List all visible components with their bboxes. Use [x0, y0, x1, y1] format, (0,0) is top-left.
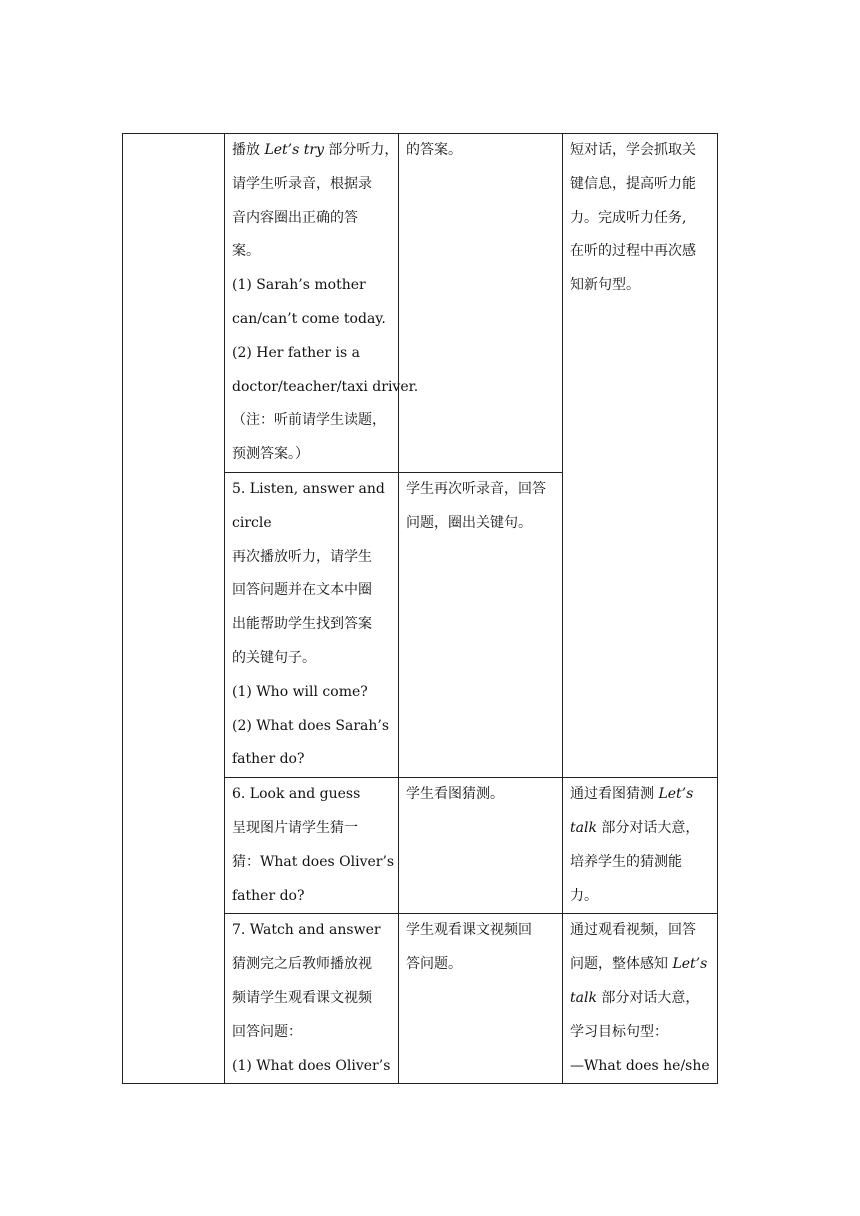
text-line — [570, 948, 710, 982]
text-segment: circle — [232, 514, 272, 531]
purpose-cell — [563, 134, 718, 778]
text-line — [232, 812, 391, 846]
text-segment: 通过观看视频，回答 — [570, 922, 696, 939]
text-line — [570, 202, 710, 236]
text-segment: 音内容圈出正确的答 — [232, 209, 358, 226]
text-line — [232, 880, 391, 914]
text-segment: (2) Her father is a — [232, 344, 360, 361]
text-line — [232, 982, 391, 1016]
text-line — [232, 473, 391, 507]
student-activity-cell — [399, 778, 563, 914]
text-line — [570, 812, 710, 846]
text-segment: 播放 — [232, 142, 265, 158]
italic-term: Let’s — [672, 956, 708, 973]
text-line — [570, 914, 710, 948]
text-segment: 回答问题： — [232, 1023, 302, 1040]
text-segment: 预测答案。） — [232, 446, 309, 463]
text-segment: 力。 — [570, 887, 598, 904]
text-segment: 在听的过程中再次感 — [570, 243, 696, 260]
table-row — [123, 134, 718, 473]
text-segment: 的关键句子。 — [232, 649, 316, 666]
text-line — [570, 168, 710, 202]
italic-term: Let’s try — [264, 142, 324, 158]
text-line: 学生看图猜测。 — [406, 786, 504, 803]
text-line — [232, 235, 391, 269]
text-line — [232, 1050, 391, 1084]
text-line — [232, 846, 395, 880]
text-line — [232, 914, 391, 948]
activity-cell — [225, 472, 399, 777]
text-segment: 频请学生观看课文视频 — [232, 989, 372, 1006]
text-line — [570, 982, 710, 1016]
text-line — [570, 778, 710, 812]
text-line — [232, 168, 391, 202]
text-segment: 短对话，学会抓取关 — [570, 142, 696, 158]
text-line — [570, 880, 710, 914]
text-segment: 猜：What does Oliver’s — [232, 853, 395, 870]
text-segment: 呈现图片请学生猜一 — [232, 819, 358, 836]
text-segment: （注：听前请学生读题， — [232, 412, 386, 429]
italic-term: talk — [570, 989, 597, 1006]
text-line — [232, 574, 391, 608]
text-line — [232, 743, 391, 777]
text-line — [232, 269, 391, 303]
text-line — [232, 404, 391, 438]
text-line — [232, 337, 391, 371]
text-segment: 知新句型。 — [570, 277, 640, 294]
text-line — [232, 371, 419, 405]
text-segment: 部分听力， — [323, 142, 399, 158]
purpose-cell — [563, 778, 718, 914]
activity-cell — [225, 778, 399, 914]
italic-term: Let’s — [658, 786, 694, 803]
text-line — [232, 541, 391, 575]
text-line — [570, 846, 710, 880]
text-segment: 问题，整体感知 — [570, 956, 673, 973]
text-segment: 猜测完之后教师播放视 — [232, 956, 372, 973]
text-line — [232, 303, 391, 337]
text-segment: (1) What does Oliver’s — [232, 1057, 391, 1074]
text-line: 的答案。 — [406, 142, 462, 158]
text-segment: 回答问题并在文本中圈 — [232, 582, 372, 599]
text-line: 答问题。 — [406, 956, 462, 973]
text-segment: 7. Watch and answer — [232, 922, 381, 939]
text-segment: doctor/teacher/taxi driver. — [232, 378, 419, 395]
text-segment: 通过看图猜测 — [570, 786, 659, 803]
text-segment: (1) Who will come? — [232, 683, 368, 700]
student-activity-cell — [399, 134, 563, 473]
activity-cell — [225, 914, 399, 1084]
text-segment: can/can’t come today. — [232, 310, 386, 327]
text-line — [232, 1016, 391, 1050]
text-line — [232, 778, 391, 812]
text-segment: 再次播放听力，请学生 — [232, 548, 372, 565]
text-segment: 案。 — [232, 243, 260, 260]
text-line — [232, 948, 391, 982]
text-line — [232, 134, 399, 168]
activity-cell — [225, 134, 419, 473]
text-segment: 力。完成听力任务, — [570, 209, 687, 226]
text-line — [570, 134, 710, 168]
student-activity-cell — [399, 472, 563, 777]
text-segment: 键信息，提高听力能 — [570, 175, 696, 192]
text-segment: 5. Listen, answer and — [232, 480, 385, 497]
text-line — [232, 642, 391, 676]
text-segment: 学习目标句型： — [570, 1023, 668, 1040]
text-line: 学生再次听录音，回答 — [406, 480, 546, 497]
text-line: 学生观看课文视频回 — [406, 922, 532, 939]
italic-term: talk — [570, 819, 597, 836]
text-line — [232, 202, 391, 236]
text-line — [570, 1016, 710, 1050]
text-segment: father do? — [232, 887, 305, 904]
text-segment: (2) What does Sarah’s — [232, 717, 390, 734]
text-line: 问题，圈出关键句。 — [406, 514, 532, 531]
text-line — [570, 269, 710, 303]
text-line — [570, 235, 710, 269]
text-segment: —What does he/she — [570, 1057, 710, 1074]
text-segment: 部分对话大意， — [596, 819, 700, 836]
text-segment: (1) Sarah’s mother — [232, 277, 366, 294]
text-line — [232, 710, 391, 744]
text-line — [232, 438, 391, 472]
purpose-cell — [563, 914, 718, 1084]
text-segment: 请学生听录音，根据录 — [232, 175, 372, 192]
stage-cell — [123, 134, 225, 1084]
text-line — [570, 1050, 710, 1084]
text-segment: father do? — [232, 751, 305, 768]
lesson-plan-table — [122, 133, 718, 1084]
text-segment: 培养学生的猜测能 — [570, 853, 682, 870]
text-line — [232, 608, 391, 642]
student-activity-cell — [399, 914, 563, 1084]
text-segment: 6. Look and guess — [232, 786, 361, 803]
text-line — [232, 676, 391, 710]
text-segment: 出能帮助学生找到答案 — [232, 616, 372, 633]
text-segment: 部分对话大意， — [596, 989, 700, 1006]
text-line — [232, 507, 391, 541]
